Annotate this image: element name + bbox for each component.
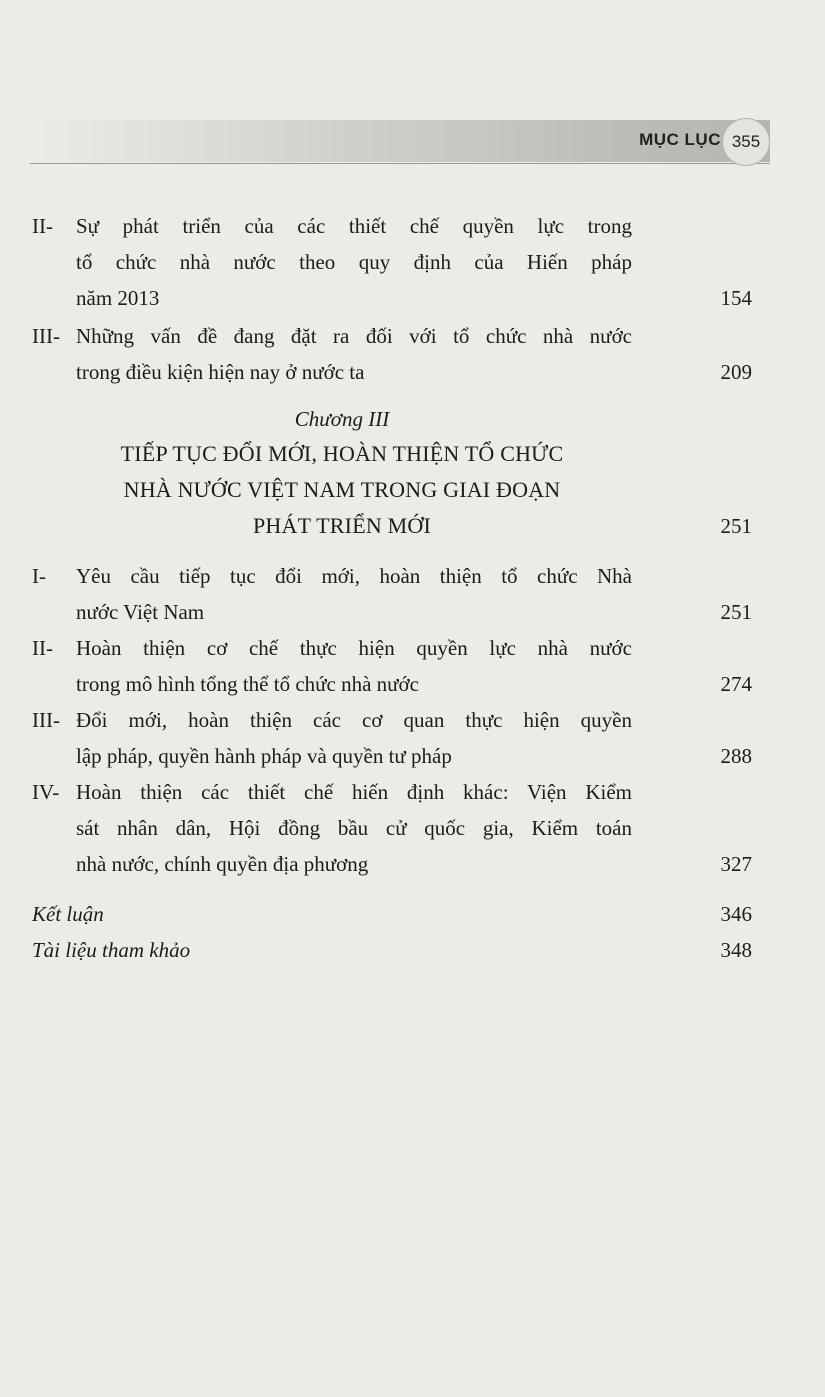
toc-entry-text: [76, 558, 632, 630]
toc-entry-text: [76, 774, 632, 882]
header-rule: [30, 163, 770, 164]
toc-line: Sự phát triển của các thiết chế quyền lực trong: [76, 214, 632, 238]
toc-line: trong mô hình tổng thể tổ chức nhà nước: [76, 672, 419, 696]
toc-entry-ii-development[interactable]: [32, 208, 752, 316]
toc-line: Hoàn thiện cơ chế thực hiện quyền lực nhà nước: [76, 636, 632, 660]
toc-line: trong điều kiện hiện nay ở nước ta: [76, 360, 365, 384]
toc-entry-ii-mechanism[interactable]: [32, 630, 752, 702]
toc-line: tổ chức nhà nước theo quy định của Hiến pháp: [76, 250, 632, 274]
toc-entry-number: I-: [32, 564, 46, 588]
toc-entry-number: IV-: [32, 780, 60, 804]
toc-page-number: 251: [720, 514, 752, 538]
toc-line: Những vấn đề đang đặt ra đối với tổ chức nhà nước: [76, 324, 632, 348]
toc-page-number: 209: [720, 360, 752, 384]
toc-line: năm 2013: [76, 286, 160, 310]
toc-entry-text: [76, 630, 632, 702]
toc-page-number: 346: [720, 902, 752, 926]
toc-page-number: 348: [720, 938, 752, 962]
toc-entry-iii-issues[interactable]: [32, 318, 752, 390]
toc-page-number: 154: [720, 286, 752, 310]
toc-line: lập pháp, quyền hành pháp và quyền tư pháp: [76, 744, 452, 768]
toc-page-number: 251: [720, 600, 752, 624]
chapter-title-line: TIẾP TỤC ĐỔI MỚI, HOÀN THIỆN TỔ CHỨC: [120, 441, 564, 466]
running-header-title: MỤC LỤC: [639, 130, 721, 149]
toc-page-number: 288: [720, 744, 752, 768]
chapter-label: Chương III: [294, 407, 390, 431]
page-number-badge: [722, 118, 770, 166]
toc-line: nước Việt Nam: [76, 600, 205, 624]
toc-page-number: 327: [720, 852, 752, 876]
toc-line: Đổi mới, hoàn thiện các cơ quan thực hiện quyền: [76, 708, 632, 732]
table-of-contents: [32, 208, 752, 968]
toc-line: nhà nước, chính quyền địa phương: [76, 852, 369, 876]
toc-entry-text: [76, 208, 632, 316]
toc-entry-text: [76, 702, 632, 774]
toc-line: Yêu cầu tiếp tục đổi mới, hoàn thiện tổ chức Nhà: [76, 564, 632, 588]
toc-entry-iv-institutions[interactable]: [32, 774, 752, 882]
toc-entry-iii-renewal[interactable]: [32, 702, 752, 774]
toc-entry-number: III-: [32, 708, 60, 732]
toc-entry-number: II-: [32, 636, 53, 660]
toc-entry-label: Kết luận: [32, 902, 104, 926]
toc-line: Hoàn thiện các thiết chế hiến định khác: Viện Kiểm: [76, 780, 632, 804]
chapter-title-line: PHÁT TRIỂN MỚI: [253, 513, 431, 538]
toc-entry-number: II-: [32, 214, 53, 238]
chapter-title-line: NHÀ NƯỚC VIỆT NAM TRONG GIAI ĐOẠN: [123, 477, 561, 502]
toc-entry-conclusion[interactable]: [32, 896, 752, 932]
toc-entry-number: III-: [32, 324, 60, 348]
toc-page-number: 274: [720, 672, 752, 696]
toc-entry-text: [76, 318, 632, 390]
toc-entry-references[interactable]: [32, 932, 752, 968]
toc-line: sát nhân dân, Hội đồng bầu cử quốc gia, Kiểm toán: [76, 816, 632, 840]
toc-entry-label: Tài liệu tham khảo: [32, 938, 191, 962]
page-number: 355: [731, 132, 761, 151]
toc-entry-i-requirements[interactable]: [32, 558, 752, 630]
toc-chapter-iii[interactable]: [32, 402, 752, 544]
